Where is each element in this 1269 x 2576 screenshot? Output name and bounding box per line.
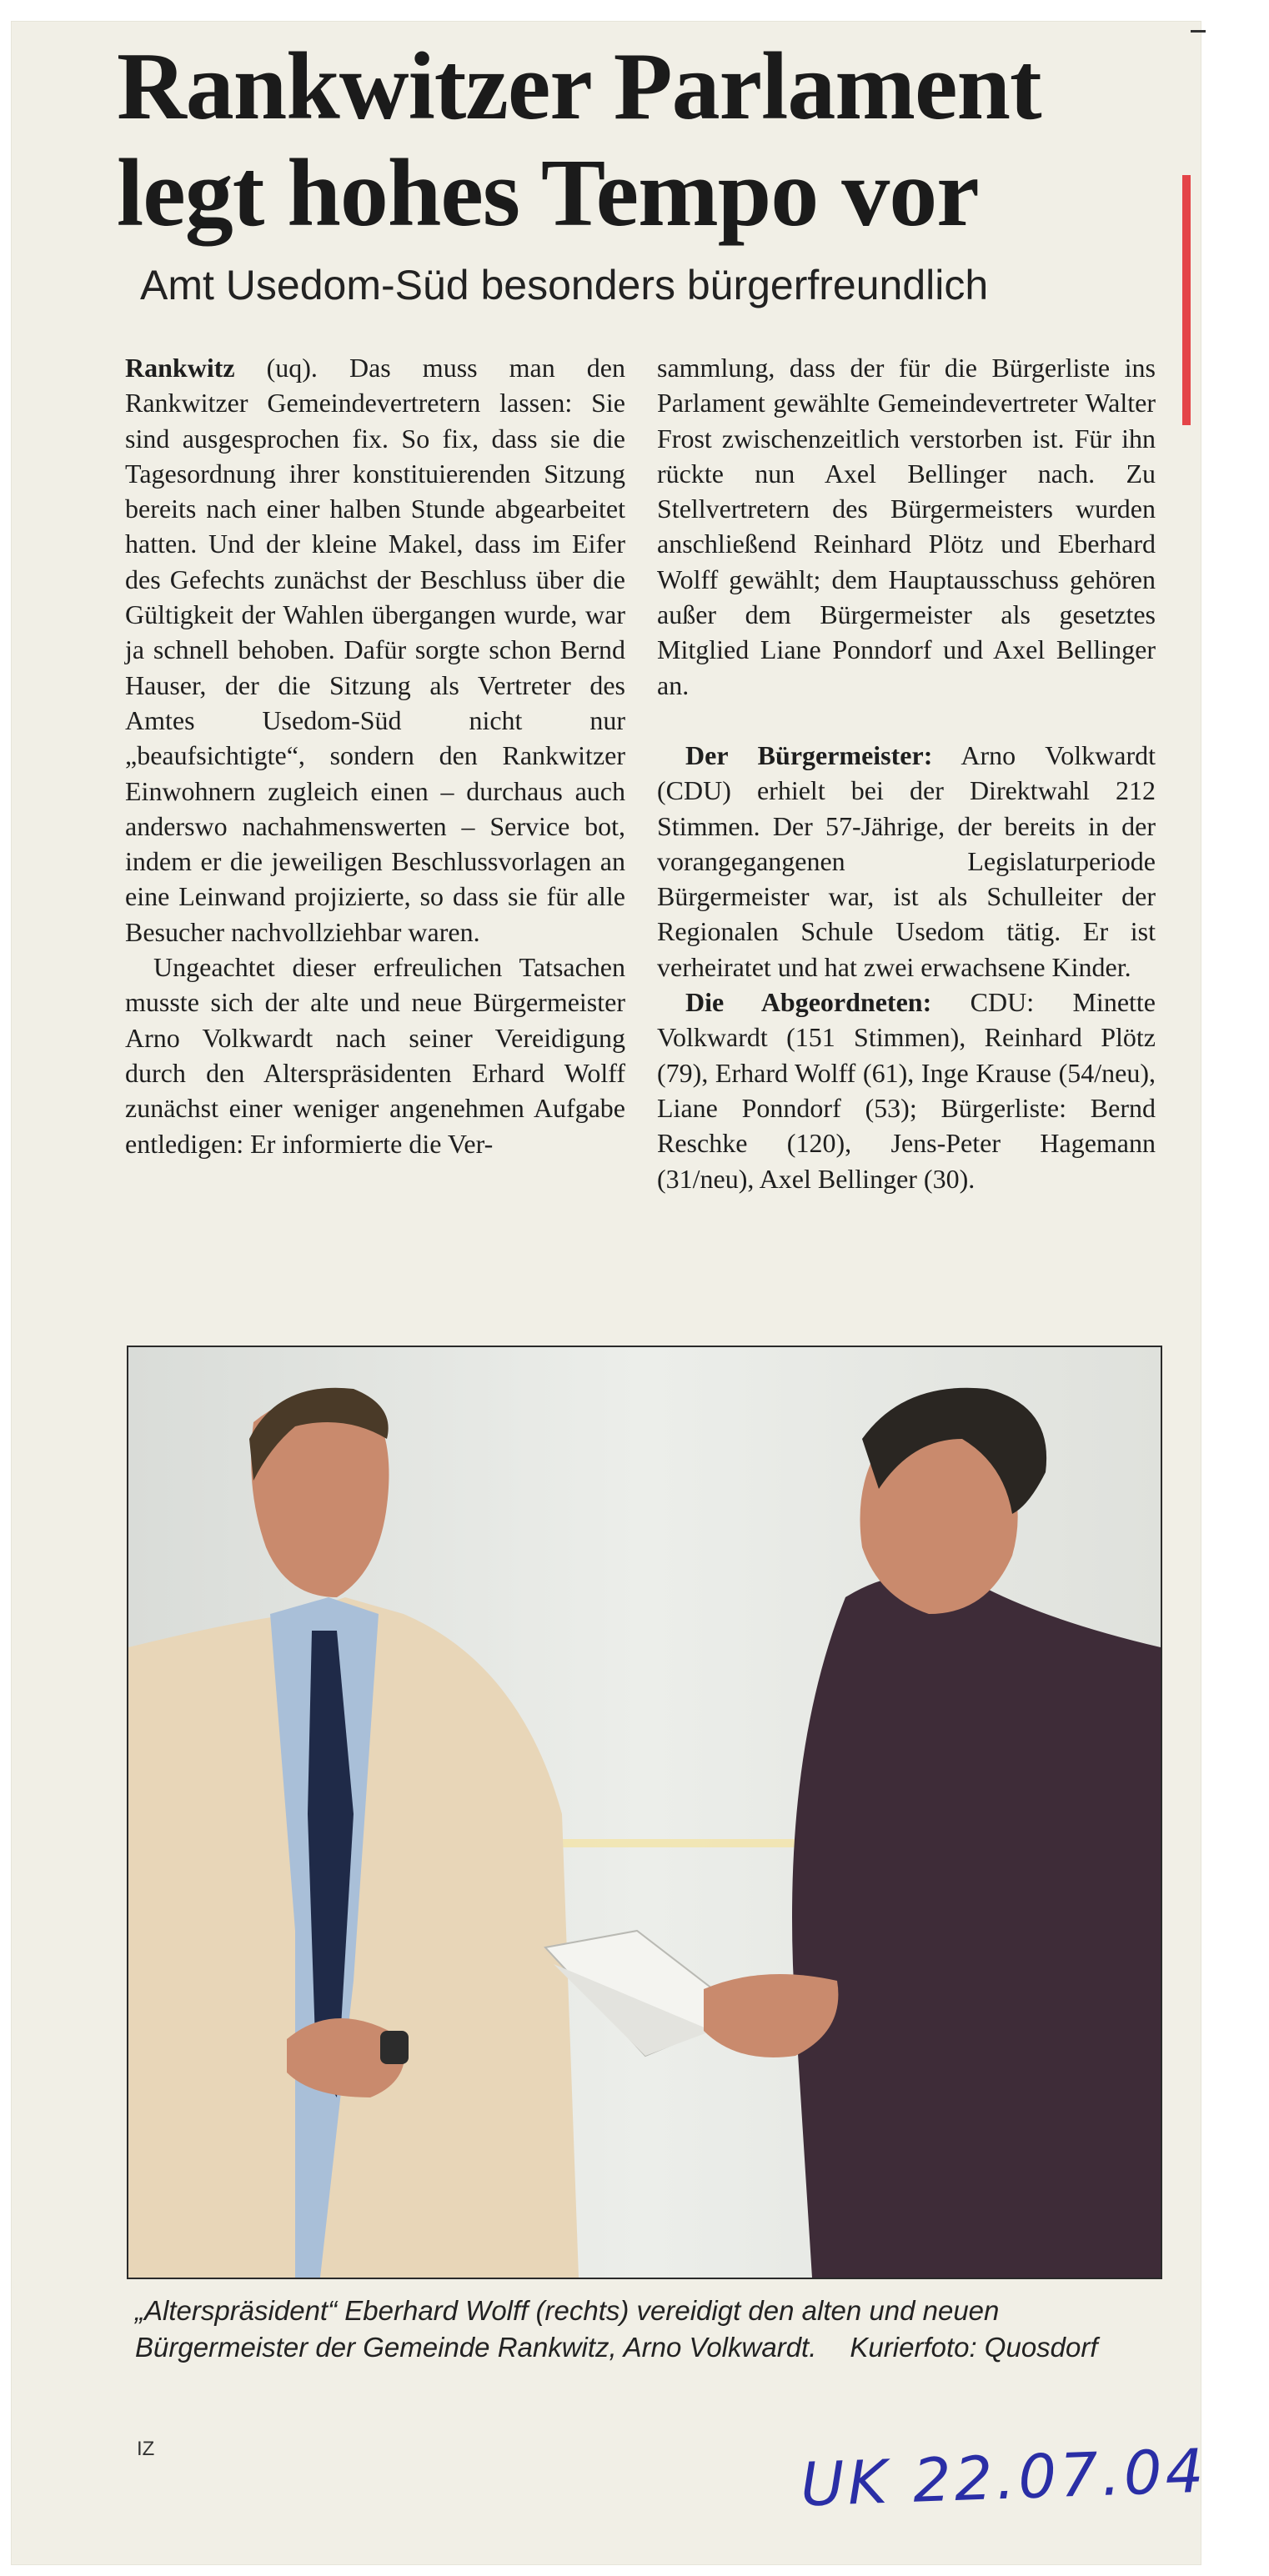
paragraph-mayor <box>657 738 1156 985</box>
paragraph-gap <box>657 703 1156 738</box>
caption-text: „Alterspräsident“ Eberhard Wolff (rechts) vereidigt den alten und neuen Bürgermeister der Gemeinde Rankwitz, Arno Volkwardt. <box>135 2295 1000 2363</box>
news-photo <box>127 1346 1162 2279</box>
article-column-left <box>125 350 625 1161</box>
mayor-label: Der Bürgermeister: <box>685 739 933 770</box>
delegates-label: Die Abgeordneten: <box>685 987 932 1018</box>
paragraph-intro-text: (uq). Das muss man den Rankwitzer Gemeindevertretern lassen: Sie sind ausgesprochen fix. So fix, dass sie die Tagesordnung ihrer konstituierenden Sitzung bereits nach einer halben Stunde abgearbeitet hatten. Und der kleine Makel, dass im Eifer des Gefechts zunächst der Beschluss über die Gültigkeit der Wahlen übergangen wurde, war ja schnell behoben. Dafür sorgte schon Bernd Hauser, der die Sitzung als Vertreter des Amtes Usedom-Süd nicht nur „beaufsichtigte“, sondern den Rankwitzer Einwohnern zugleich einen – durchaus auch anderswo nachahmenswerten – Service bot, indem er die jeweiligen Beschlussvorlagen an eine Leinwand projizierte, so dass sie für alle Besucher nachvollziehbar waren. <box>125 353 625 947</box>
handwritten-date-note: UK 22.07.04 <box>799 2435 1208 2520</box>
headline <box>117 33 1184 247</box>
headline-line-2: legt hohes Tempo vor <box>117 140 979 247</box>
mayor-text: Arno Volkwardt (CDU) erhielt bei der Direktwahl 212 Stimmen. Der 57-Jährige, der bereits in der vorangegangenen Legislaturperiode Bürgermeister war, ist als Schulleiter der Regionalen Schule Usedom tätig. Er ist verheiratet und hat zwei erwachsene Kinder. <box>657 739 1156 982</box>
photo-caption <box>135 2293 1161 2366</box>
background-ledge <box>529 1839 829 1847</box>
paragraph-continued: sammlung, dass der für die Bürgerliste ins Parlament gewählte Gemeindevertreter Walter Frost zwischenzeitlich verstorben ist. Für ihn rückte nun Axel Bellinger nach. Zu Stellvertretern des Bürgermeisters wurden anschließend Reinhard Plötz und Eberhard Wolff gewählt; dem Hauptausschuss gehören außer dem Bürgermeister als gesetztes Mitglied Liane Ponndorf und Axel Bellinger an. <box>657 353 1156 700</box>
dateline: Rankwitz <box>125 353 235 383</box>
paragraph-delegates <box>657 985 1156 1196</box>
photo-illustration <box>128 1347 1161 2278</box>
article-column-right <box>657 350 1156 1196</box>
delegates-text: CDU: Minette Volkwardt (151 Stimmen), Reinhard Plötz (79), Erhard Wolff (61), Inge Krause (54/neu), Liane Ponndorf (53); Bürgerliste: Bernd Reschke (120), Jens-Peter Hagemann (31/neu), Axel Bellinger (30). <box>657 987 1156 1194</box>
paragraph-second: Ungeachtet dieser erfreulichen Tatsachen musste sich der alte und neue Bürgermeister Arno Volkwardt nach seiner Vereidigung durch den Alterspräsidenten Erhard Wolff zunächst einer weniger angenehmen Aufgabe entledigen: Er informierte die Ver- <box>125 952 625 1159</box>
paragraph-intro <box>125 350 625 950</box>
corner-mark <box>1191 30 1206 33</box>
photo-credit: Kurierfoto: Quosdorf <box>850 2332 1098 2363</box>
subheadline: Amt Usedom-Süd besonders bürgerfreundlich <box>140 262 989 308</box>
footer-mark: IZ <box>137 2438 155 2460</box>
headline-line-1: Rankwitzer Parlament <box>117 33 1041 140</box>
